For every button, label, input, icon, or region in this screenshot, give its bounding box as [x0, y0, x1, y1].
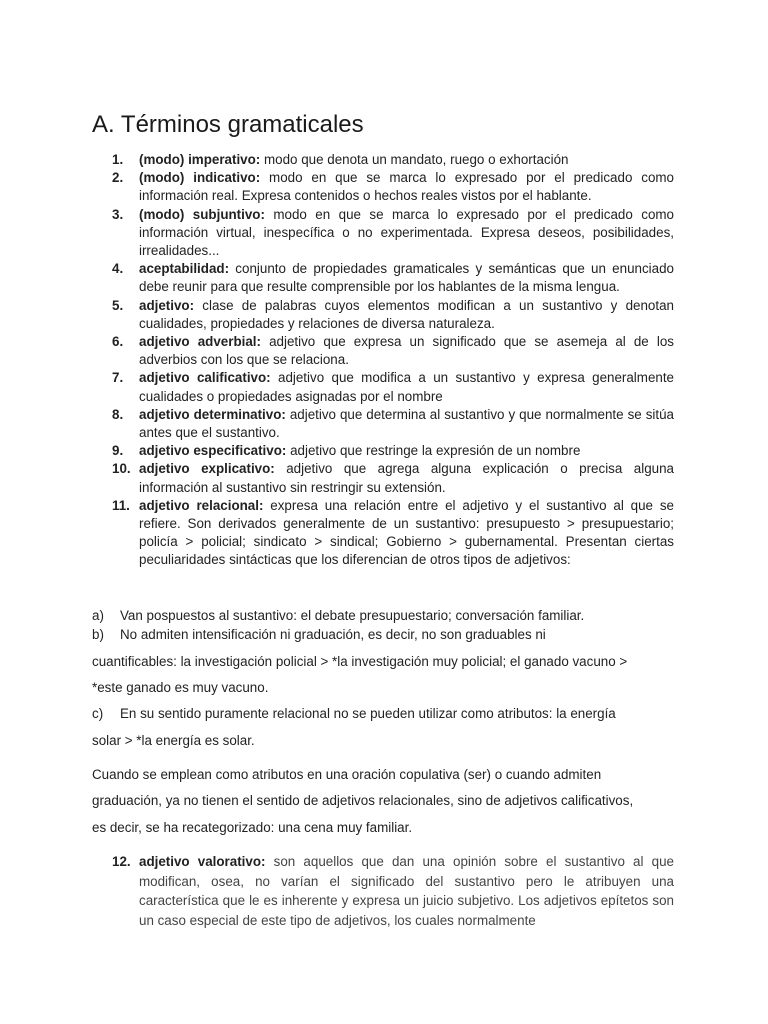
item-definition: adjetivo que expresa un significado que se asemeja al de los adverbios con los que se relaciona. [139, 334, 674, 368]
terms-list-continued [92, 852, 674, 930]
paragraph-line: Cuando se emplean como atributos en una oración copulativa (ser) o cuando admiten [92, 767, 602, 782]
paragraph-line: es decir, se ha recategorizado: una cena muy familiar. [92, 820, 413, 835]
item-definition: modo que denota un mandato, ruego o exhortación [260, 152, 569, 167]
list-item [92, 333, 674, 369]
terms-list [92, 151, 674, 570]
list-item [92, 460, 674, 496]
item-number: 1. [112, 152, 124, 167]
item-term: adjetivo adverbial: [139, 334, 261, 350]
list-item [92, 369, 674, 405]
item-term: (modo) subjuntivo: [139, 206, 265, 222]
page-title: A. Términos gramaticales [92, 111, 364, 138]
item-number: 4. [112, 261, 124, 277]
item-definition: expresa una relación entre el adjetivo y el sustantivo al que se refiere. Son derivados generalmente de un sustantivo: presupuesto > presupuestario; policía > policial; sindicato > sindical; Gobierno > gubernamental. Presentan ciertas peculiaridades sintácticas que los diferencian de otros tipos de adjetivos: [139, 497, 674, 568]
item-number: 10. [112, 461, 131, 477]
sub-item-c-continuation: solar > *la energía es solar. [92, 733, 255, 748]
item-term: adjetivo valorativo: [139, 854, 266, 869]
item-number: 3. [112, 206, 124, 222]
item-number: 6. [112, 334, 124, 350]
sub-marker: c) [92, 706, 104, 721]
sub-text: Van pospuestos al sustantivo: el debate presupuestario; conversación familiar. [120, 608, 585, 623]
item-term: adjetivo especificativo: [139, 443, 287, 459]
list-item [92, 206, 674, 261]
item-number: 9. [112, 443, 124, 459]
list-item [92, 852, 674, 930]
item-term: adjetivo relacional: [139, 497, 264, 513]
item-number: 2. [112, 170, 124, 186]
list-item [92, 151, 674, 169]
item-definition: conjunto de propiedades gramaticales y semánticas que un enunciado debe reunir para que resulte comprensible por los hablantes de la misma lengua. [139, 261, 674, 295]
sub-text: No admiten intensificación ni graduación, es decir, no son graduables ni [120, 627, 546, 642]
item-term: adjetivo calificativo: [139, 370, 271, 386]
item-term: adjetivo determinativo: [139, 406, 286, 422]
paragraph-line: graduación, ya no tienen el sentido de adjetivos relacionales, sino de adjetivos calificativos, [92, 793, 634, 808]
item-number: 12. [112, 854, 131, 869]
sub-item-b-continuation: cuantificables: la investigación policial > *la investigación muy policial; el ganado vacuno > [92, 654, 628, 669]
item-number: 5. [112, 297, 124, 313]
item-number: 11. [112, 497, 130, 513]
list-item [92, 406, 674, 442]
sub-item-a [92, 607, 692, 625]
list-item [92, 169, 674, 205]
sub-item-c [92, 705, 692, 723]
item-definition: clase de palabras cuyos elementos modifican a un sustantivo y denotan cualidades, propiedades y relaciones de diversa naturaleza. [139, 297, 674, 331]
item-term: adjetivo: [139, 297, 195, 313]
sub-marker: a) [92, 608, 104, 623]
item-term: (modo) imperativo: [139, 152, 261, 167]
item-definition: adjetivo que agrega alguna explicación o precisa alguna información al sustantivo sin restringir su extensión. [139, 461, 674, 495]
item-definition: son aquellos que dan una opinión sobre el sustantivo al que modifican, osea, no varían el significado del sustantivo pero le atribuyen una característica que le es inherente y expresa un juicio subjetivo. Los adjetivos epítetos son un caso especial de este tipo de adjetivos, los cuales normalmente [139, 854, 674, 928]
sub-marker: b) [92, 627, 104, 642]
sub-item-b [92, 626, 692, 644]
item-definition: modo en que se marca lo expresado por el predicado como información real. Expresa contenidos o hechos reales vistos por el hablante. [139, 170, 674, 204]
list-item [92, 497, 674, 570]
list-item [92, 260, 674, 296]
item-term: aceptabilidad: [139, 261, 230, 277]
list-item [92, 297, 674, 333]
item-definition: adjetivo que modifica a un sustantivo y expresa generalmente cualidades o propiedades asignadas por el nombre [139, 370, 675, 404]
sub-item-b-continuation: *este ganado es muy vacuno. [92, 680, 269, 695]
item-definition: modo en que se marca lo expresado por el predicado como información virtual, inespecífica o no experimentada. Expresa deseos, posibilidades, irrealidades... [139, 206, 674, 259]
sub-text: En su sentido puramente relacional no se pueden utilizar como atributos: la energía [120, 706, 616, 721]
item-number: 7. [112, 370, 124, 386]
list-item [92, 442, 674, 460]
item-definition: adjetivo que determina al sustantivo y que normalmente se sitúa antes que el sustantivo. [139, 406, 674, 441]
item-definition: adjetivo que restringe la expresión de un nombre [286, 443, 581, 459]
item-number: 8. [112, 406, 124, 422]
item-term: (modo) indicativo: [139, 170, 261, 186]
item-term: adjetivo explicativo: [139, 461, 275, 477]
